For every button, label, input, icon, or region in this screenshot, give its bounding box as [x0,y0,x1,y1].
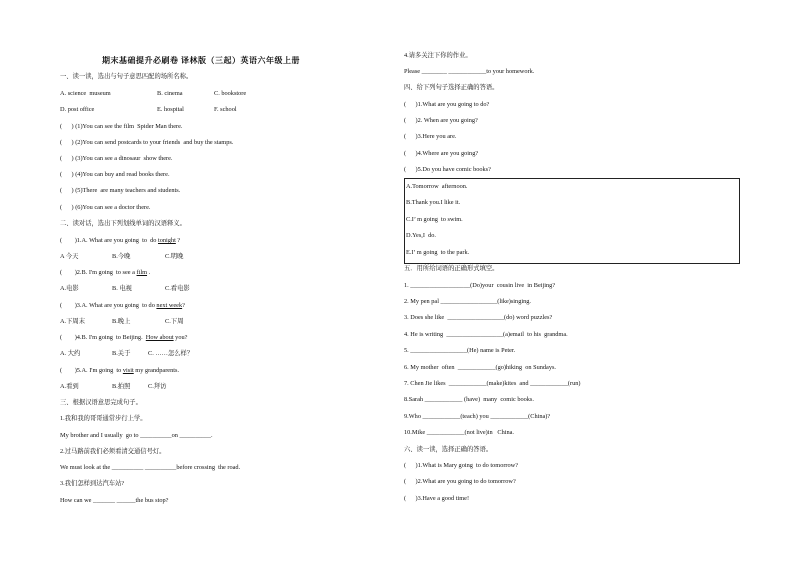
s5-item-8: 8.Sarah ____________ (have) many comic books. [404,396,534,403]
answer-options-box [404,178,740,264]
q-text: ( )4.B. I'm going to Beijing. [60,334,146,341]
s4-item-1: ( )1.What are you going to do? [404,101,490,108]
section5-heading: 五．用所给词语的正确形式填空。 [404,265,499,272]
s2-question-1 [60,237,180,245]
s2-q1-opt-a: A 今天 [60,253,79,260]
section4-heading: 四、给下列句子选择正确的答语。 [404,84,499,91]
q-text: ( )2.B. I'm going to see a [60,269,137,276]
s3-3-chinese: 3.我们怎样到达汽车站? [60,480,125,487]
s2-question-2 [60,269,150,277]
s5-item-4: 4. He is writing __________________(a)email to his grandma. [404,331,568,338]
s2-q4-opt-c: C. ……怎么样？ [148,350,194,357]
s3-4-english: Please ________ ____________to your homework. [404,68,535,75]
s2-q1-opt-c: C.明晚 [165,253,184,260]
s2-question-3 [60,302,185,310]
s4-item-4: ( )4.Where are you going? [404,150,479,157]
s1-item-3: ( ) (3)You can see a dinosaur show there. [60,155,173,162]
q-text: ( )1.A. What are you going to do [60,237,158,244]
s5-item-9: 9.Who ____________(teach) you ____________(China)? [404,413,551,420]
s2-q4-opt-b: B.关于 [112,350,131,357]
q-text-end: my grandparents. [133,367,180,374]
s2-q1-opt-b: B.今晚 [112,253,131,260]
s1-item-1: ( ) (1)You can see the film Spider Man there. [60,123,183,130]
option-a: A. science museum [60,90,111,97]
page-title: 期末基础提升必刷卷 译林版（三起）英语六年级上册 [102,56,300,65]
s4-answer-e: E.I’ m going to the park. [406,249,470,256]
s3-2-chinese: 2.过马路前我们必须看清交通信号灯。 [60,448,166,455]
s5-item-5: 5. __________________(He) name is Peter. [404,347,516,354]
s4-answer-d: D.Yes,I do. [406,232,436,239]
s4-answer-a: A.Tomorrow afternoon. [406,183,468,190]
s2-q5-opt-b: B.拍照 [112,383,131,390]
s3-1-english: My brother and I usually go to __________on __________. [60,432,213,439]
s2-q2-opt-b: B. 电视 [112,285,132,292]
section6-heading: 六、读一读，选择正确的答语。 [404,446,493,453]
s4-answer-b: B.Thank you.I like it. [406,199,461,206]
underlined-word: next week [156,302,183,309]
s2-q2-opt-c: C.看电影 [165,285,190,292]
s2-q5-opt-c: C.拜访 [148,383,167,390]
s3-2-english: We must look at the __________ __________before crossing the road. [60,464,241,471]
s2-q2-opt-a: A.电影 [60,285,79,292]
section1-heading: 一、读一读，选出与句子意思匹配的场所名称。 [60,73,193,80]
s2-question-4 [60,334,187,342]
underlined-word: tonight [158,237,176,244]
s2-q5-opt-a: A.看到 [60,383,79,390]
s5-item-7: 7. Chen Jie likes ____________(make)kites and ____________(run) [404,380,581,387]
s3-1-chinese: 1.我和我的哥哥通常步行上学。 [60,415,147,422]
option-f: F. school [214,106,237,113]
underlined-word: visit [122,367,134,374]
option-b: B. cinema [157,90,183,97]
s5-item-6: 6. My mother often ____________(go)hiking on Sundays. [404,364,556,371]
option-e: E. hospital [157,106,184,113]
underlined-word: film [136,269,148,276]
option-d: D. post office [60,106,95,113]
s1-item-4: ( ) (4)You can buy and read books there. [60,171,170,178]
s2-q3-opt-a: A.下周末 [60,318,86,325]
s6-item-2: ( )2.What are you going to do tomorrow? [404,478,516,485]
s1-item-6: ( ) (6)You can see a doctor there. [60,204,151,211]
s1-item-5: ( ) (5)There are many teachers and students. [60,187,181,194]
s4-item-3: ( )3.Here you are. [404,133,457,140]
s5-item-3: 3. Does she like __________________(do) word puzzles? [404,314,553,321]
q-text: ( )3.A. What are you going to do [60,302,157,309]
q-text-end: you? [173,334,188,341]
s2-q3-opt-c: C.下周 [165,318,184,325]
q-text-end: ? [182,302,185,309]
s2-question-5 [60,367,179,375]
q-text-end: ? [175,237,181,244]
section2-heading: 二、读对话，选出下列划线单词的汉语释义。 [60,220,186,227]
s5-item-1: 1. ___________________(Do)your cousin live in Beijing? [404,282,556,289]
section3-heading: 三、根据汉语意思完成句子。 [60,399,142,406]
s2-q3-opt-b: B.晚上 [112,318,131,325]
s3-4-chinese: 4.请多关注下你的作业。 [404,52,472,59]
s6-item-3: ( )3.Have a good time! [404,495,470,502]
s5-item-2: 2. My pen pal __________________(like)singing. [404,298,531,305]
option-c: C. bookstore [214,90,247,97]
s5-item-10: 10.Mike ____________(not live)in China. [404,429,515,436]
s2-q4-opt-a: A. 大约 [60,350,81,357]
s4-item-2: ( )2. When are you going? [404,117,478,124]
s3-3-english: How can we _______ ______the bus stop? [60,497,169,504]
s6-item-1: ( )1.What is Mary going to do tomorrow? [404,462,519,469]
s4-answer-c: C.I’ m going to swim. [406,216,463,223]
underlined-word: How about [145,334,174,341]
s1-item-2: ( ) (2)You can send postcards to your friends and buy the stamps. [60,139,234,146]
q-text: ( )5.A. I'm going to [60,367,123,374]
s4-item-5: ( )5.Do you have comic books? [404,166,491,173]
q-text-end: . [147,269,151,276]
